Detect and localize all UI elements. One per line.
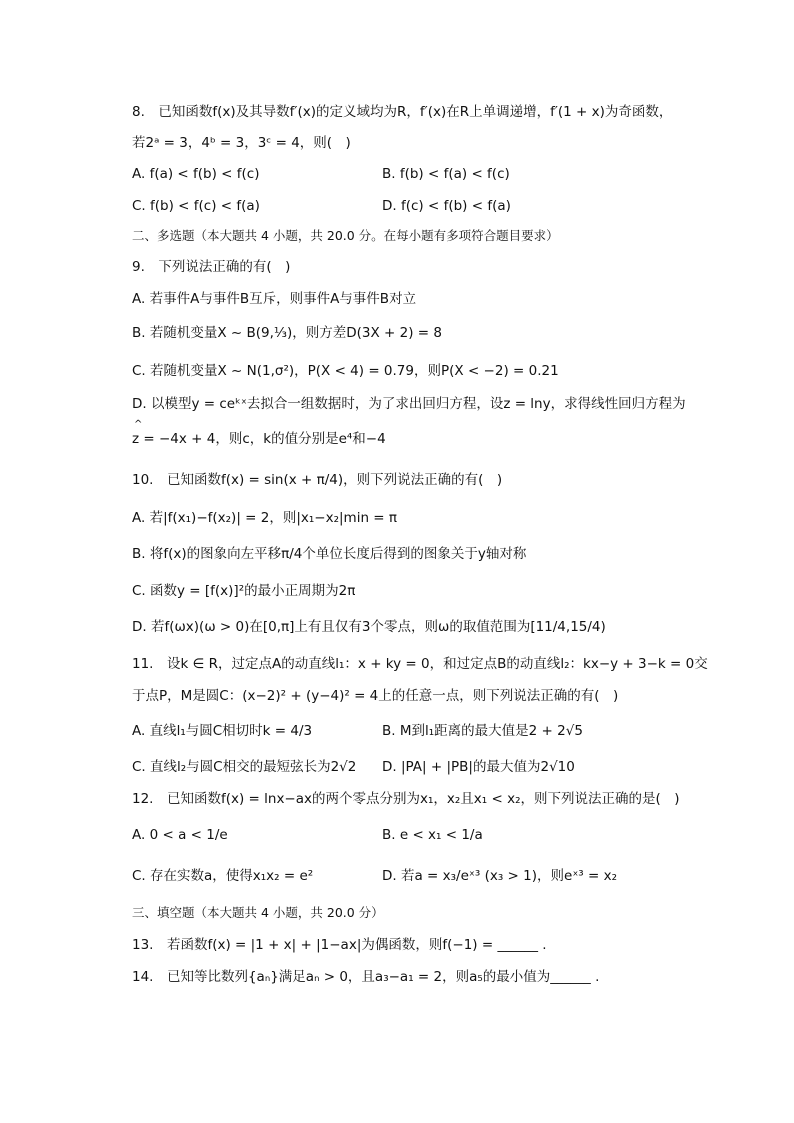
q13-stem: 13. 若函数f(x) = |1 + x| + |1−ax|为偶函数，则f(−1) = ______ . bbox=[132, 937, 547, 953]
q8-option-b: B. f(b) < f(a) < f(c) bbox=[382, 166, 510, 182]
regression-hat-symbol: ^ bbox=[134, 419, 143, 430]
q14-stem: 14. 已知等比数列{aₙ}满足aₙ > 0，且a₃−a₁ = 2，则a₅的最小值为______ . bbox=[132, 969, 600, 985]
q11-stem-line2: 于点P，M是圆C：(x−2)² + (y−4)² = 4上的任意一点，则下列说法正确的有( ) bbox=[132, 688, 619, 704]
q10-stem: 10. 已知函数f(x) = sin(x + π/4)，则下列说法正确的有( ) bbox=[132, 472, 503, 488]
q12-option-a: A. 0 < a < 1/e bbox=[132, 827, 228, 843]
q12-stem: 12. 已知函数f(x) = lnx−ax的两个零点分别为x₁，x₂且x₁ < x₂，则下列说法正确的是( ) bbox=[132, 791, 680, 807]
q11-option-b: B. M到l₁距离的最大值是2 + 2√5 bbox=[382, 723, 583, 739]
section-3-heading: 三、填空题（本大题共 4 小题，共 20.0 分） bbox=[132, 905, 384, 920]
q11-stem-line1: 11. 设k ∈ R，过定点A的动直线l₁：x + ky = 0，和过定点B的动直线l₂：kx−y + 3−k = 0交 bbox=[132, 656, 708, 672]
q9-stem: 9. 下列说法正确的有( ) bbox=[132, 259, 291, 275]
q9-option-d-line1: D. 以模型y = ceᵏˣ去拟合一组数据时，为了求出回归方程，设z = lny，求得线性回归方程为 bbox=[132, 396, 686, 412]
section-2-heading: 二、多选题（本大题共 4 小题，共 20.0 分。在每小题有多项符合题目要求） bbox=[132, 228, 559, 243]
q12-option-d: D. 若a = x₃/eˣ³ (x₃ > 1)，则eˣ³ = x₂ bbox=[382, 868, 618, 884]
q8-stem-line2: 若2ᵃ = 3，4ᵇ = 3，3ᶜ = 4，则( ) bbox=[132, 135, 351, 151]
q9-option-d-line2: z = −4x + 4，则c，k的值分别是e⁴和−4 bbox=[132, 431, 386, 447]
q8-option-d: D. f(c) < f(b) < f(a) bbox=[382, 198, 511, 214]
q10-option-a: A. 若|f(x₁)−f(x₂)| = 2，则|x₁−x₂|min = π bbox=[132, 510, 398, 526]
q11-option-c: C. 直线l₂与圆C相交的最短弦长为2√2 bbox=[132, 759, 357, 775]
q9-option-b: B. 若随机变量X ~ B(9,⅓)，则方差D(3X + 2) = 8 bbox=[132, 325, 442, 341]
q9-option-a: A. 若事件A与事件B互斥，则事件A与事件B对立 bbox=[132, 291, 417, 307]
q8-option-a: A. f(a) < f(b) < f(c) bbox=[132, 166, 260, 182]
q10-option-d: D. 若f(ωx)(ω > 0)在[0,π]上有且仅有3个零点，则ω的取值范围为[11/4,15/4) bbox=[132, 619, 606, 635]
q10-option-c: C. 函数y = [f(x)]²的最小正周期为2π bbox=[132, 583, 356, 599]
q12-option-c: C. 存在实数a，使得x₁x₂ = e² bbox=[132, 868, 314, 884]
q10-option-b: B. 将f(x)的图象向左平移π/4个单位长度后得到的图象关于y轴对称 bbox=[132, 546, 527, 562]
q8-option-c: C. f(b) < f(c) < f(a) bbox=[132, 198, 260, 214]
q11-option-a: A. 直线l₁与圆C相切时k = 4/3 bbox=[132, 723, 313, 739]
q9-option-c: C. 若随机变量X ~ N(1,σ²)，P(X < 4) = 0.79，则P(X < −2) = 0.21 bbox=[132, 363, 559, 379]
q8-stem-line1: 8. 已知函数f(x)及其导数f′(x)的定义域均为R，f′(x)在R上单调递增，f′(1 + x)为奇函数， bbox=[132, 104, 673, 120]
q11-option-d: D. |PA| + |PB|的最大值为2√10 bbox=[382, 759, 575, 775]
q12-option-b: B. e < x₁ < 1/a bbox=[382, 827, 483, 843]
